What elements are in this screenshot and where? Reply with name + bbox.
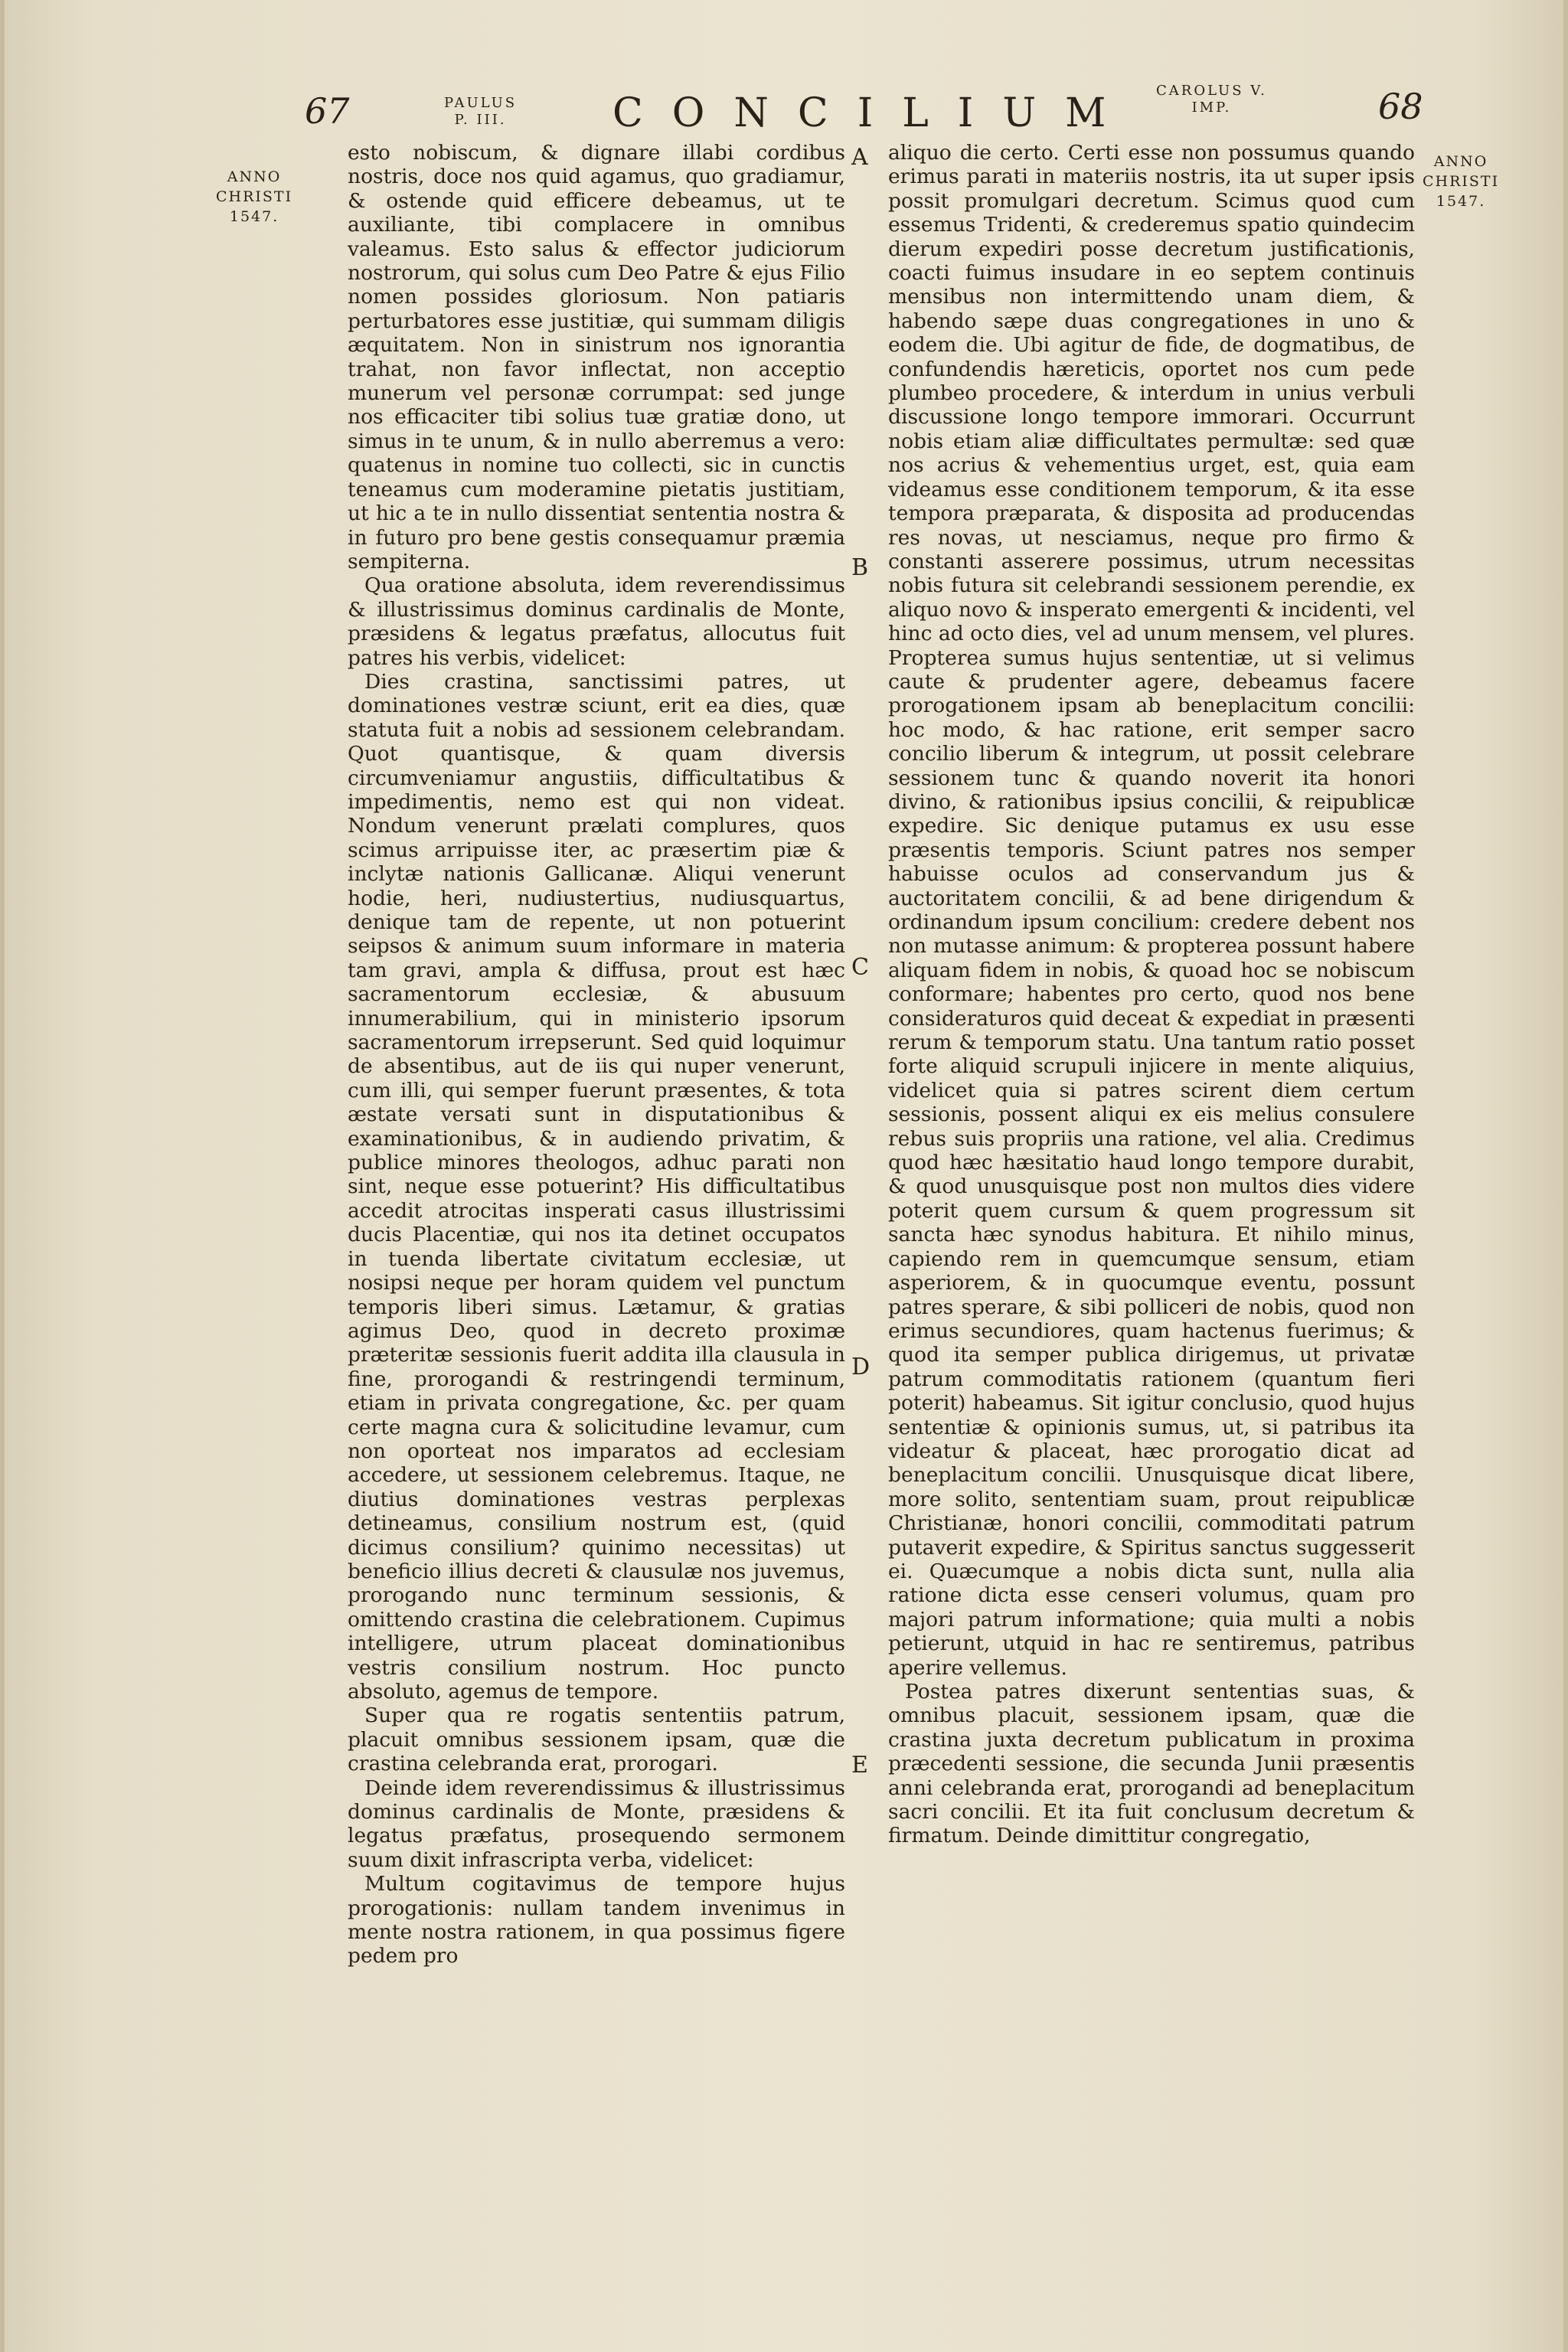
margin-year: 1547. (229, 208, 279, 225)
margin-christi: CHRISTI (216, 188, 293, 205)
paragraph-prorogation: Multum cogitavimus de tempore hujus prorogationis: nullam tandem invenimus in mente nostra rationem, in qua possimus figere pedem pro (348, 1872, 845, 1968)
text-column-right (888, 141, 1415, 1848)
section-mark-a: A (851, 144, 868, 171)
pope-name: PAULUS (444, 95, 518, 111)
page-edge-left (0, 0, 5, 2352)
text-column-left (348, 141, 845, 1968)
margin-anno: ANNO (227, 168, 282, 185)
paragraph-speech-continued: aliquo die certo. Certi esse non possumus quando erimus parati in materiis nostris, ita ut super ipsis possit promulgari decretum. Scimus quod cum essemus Tridenti, & crederemus spatio quindecim dierum expediri posse decretum justificationis, coacti fuimus insudare in eo septem continuis mensibus non intermittendo unam diem, & habendo sæpe duas congregationes in uno & eodem die. Ubi agitur de fide, de dogmatibus, de confundendis hæreticis, oportet nos cum pede plumbeo procedere, & interdum in unius verbuli discussione longo tempore immorari. Occurrunt nobis etiam aliæ difficultates permultæ: sed quæ nos acrius & vehementius urget, est, quia eam videamus esse conditionem temporum, & ita esse tempora præparata, & disposita ad producendas res novas, ut nesciamus, neque pro firmo & constanti asserere possimus, utrum necessitas nobis futura sit celebrandi sessionem perendie, ex aliquo novo & insperato emergenti & incidenti, vel hinc ad octo dies, vel ad unum mensem, vel plures. Propterea sumus hujus sententiæ, ut si velimus caute & prudenter agere, debeamus facere prorogationem ipsam ab beneplacitum concilii: hoc modo, & hac ratione, erit semper sacro concilio liberum & integrum, ut possit celebrare sessionem tunc & quando noverit ita honori divino, & rationibus ipsius concilii, & reipublicæ expedire. Sic denique putamus ex usu esse præsentis temporis. Sciunt patres nos semper habuisse oculos ad conservandum jus & auctoritatem concilii, & ad bene dirigendum & ordinandum ipsum concilium: credere debent nos non mutasse animum: & propterea possunt habere aliquam fidem in nobis, & quoad hoc se nobiscum conformare; habentes pro certo, quod nos bene consideraturos quid deceat & expediat in præsenti rerum & temporum statu. Una tantum ratio posset forte aliquid scrupuli injicere in mente aliquius, videlicet quia si patres scirent diem certum sessionis, possent aliqui ex eis melius consulere rebus suis propriis una ratione, vel alia. Credimus quod hæc hæsitatio haud longo tempore durabit, & quod unusquisque post non multos dies videre poterit quem cursum & quem progressum sit sancta hæc synodus habitura. Et nihilo minus, capiendo rem in quemcumque sensum, etiam asperiorem, & in quocumque eventu, possunt patres sperare, & sibi polliceri de nobis, quod non erimus secundiores, quam hactenus fuerimus; & quod ita semper publica dirigemus, ut privatæ patrum commoditatis rationem (quantum fieri poterit) habeamus. Sit igitur conclusio, quod hujus sententiæ & opinionis sumus, ut, si patribus ita videatur & placeat, hæc prorogatio dicat ad beneplacitum concilii. Unusquisque dicat libere, more solito, sententiam suam, prout reipublicæ Christianæ, honori concilii, commoditati patrum putaverit expedire, & Spiritus sanctus suggesserit ei. Quæcumque a nobis dicta sunt, nulla alia ratione dicta esse censeri volumus, quam pro majori patrum informatione; quia multi a nobis petierunt, utquid in hac re sentiremus, patribus aperire vellemus. (888, 141, 1415, 1680)
paragraph-vote: Super qua re rogatis sententiis patrum, placuit omnibus sessionem ipsam, quæ die crastina celebranda erat, prorogari. (348, 1704, 845, 1776)
paragraph-speech: Dies crastina, sanctissimi patres, ut dominationes vestræ sciunt, erit ea dies, quæ statuta fuit a nobis ad sessionem celebrandam. Quot quantisque, & quam diversis circumveniamur angustiis, difficultatibus & impedimentis, nemo est qui non videat. Nondum venerunt prælati complures, quos scimus arripuisse iter, ac præsertim piæ & inclytæ nationis Gallicanæ. Aliqui venerunt hodie, heri, nudiustertius, nudiusquartus, denique tam de repente, ut non potuerint seipsos & animum suum informare in materia tam gravi, ampla & diffusa, prout est hæc sacramentorum ecclesiæ, & abusuum innumerabilium, qui in ministerio ipsorum sacramentorum irrepserunt. Sed quid loquimur de absentibus, aut de iis qui nuper venerunt, cum illi, qui semper fuerunt præsentes, & tota æstate versati sunt in disputationibus & examinationibus, & in audiendo privatim, & publice minores theologos, adhuc parati non sint, neque esse potuerint? His difficultatibus accedit atrocitas insperati casus illustrissimi ducis Placentiæ, qui nos ita detinet occupatos in tuenda libertate civitatum ecclesiæ, ut nosipsi neque per horam quidem vel punctum temporis liberi simus. Lætamur, & gratias agimus Deo, quod in decreto proximæ præteritæ sessionis fuerit addita illa clausula in fine, prorogandi & restringendi terminum, etiam in privata congregatione, &c. per quam certe magna cura & solicitudine levamur, cum non oporteat nos imparatos ad ecclesiam accedere, ut sessionem celebremus. Itaque, ne diutius dominationes vestras perplexas detineamus, consilium nostrum est, (quid dicimus consilium? quinimo necessitas) ut beneficio illius decreti & clausulæ nos juvemus, prorogando nunc terminum sessionis, & omittendo crastina die celebrationem. Cupimus intelligere, utrum placeat dominationibus vestris consilium nostrum. Hoc puncto absoluto, agemus de tempore. (348, 669, 845, 1704)
page-number-left: 67 (305, 90, 350, 132)
emperor-title: IMP. (1191, 100, 1232, 116)
paragraph-decision: Postea patres dixerunt sententias suas, & omnibus placuit, sessionem ipsam, quæ die crastina juxta decretum publicatum in proxima præcedenti sessione, die secunda Junii præsentis anni celebranda erat, prorogandi ad beneplacitum sacri concilii. Et ita fuit conclusum decretum & firmatum. Deinde dimittitur congregatio, (888, 1680, 1415, 1848)
section-mark-c: C (851, 954, 869, 981)
margin-christi: CHRISTI (1423, 173, 1500, 190)
running-title: CONCILIUM (612, 90, 1135, 136)
margin-year: 1547. (1436, 193, 1486, 210)
paragraph-continuation: Deinde idem reverendissimus & illustrissimus dominus cardinalis de Monte, præsidens & legatus præfatus, prosequendo sermonem suum dixit infrascripta verba, videlicet: (348, 1775, 845, 1872)
margin-year-left (216, 167, 292, 227)
emperor-name: CAROLUS V. (1156, 83, 1267, 99)
running-head-pope (444, 95, 517, 129)
page-edge-right (1563, 0, 1568, 2352)
section-mark-d: D (851, 1354, 871, 1380)
section-mark-b: B (851, 554, 869, 581)
running-head-emperor (1156, 83, 1267, 116)
paragraph-oration-end: Qua oratione absoluta, idem reverendissimus & illustrissimus dominus cardinalis de Monte, præsidens & legatus præfatus, allocutus fuit patres his verbis, videlicet: (348, 573, 845, 670)
margin-year-right (1423, 152, 1499, 211)
margin-anno: ANNO (1433, 153, 1488, 170)
pope-number: P. III. (454, 112, 507, 128)
section-mark-e: E (851, 1752, 868, 1779)
page-number-right: 68 (1378, 86, 1423, 127)
paragraph-prayer: esto nobiscum, & dignare illabi cordibus nostris, doce nos quid agamus, quo gradiamur, & ostende quid efficere debeamus, ut te auxiliante, tibi complacere in omnibus valeamus. Esto salus & effector judiciorum nostrorum, qui solus cum Deo Patre & ejus Filio nomen possides gloriosum. Non patiaris perturbatores esse justitiæ, qui summam diligis æquitatem. Non in sinistrum nos ignorantia trahat, non favor inflectat, non acceptio munerum vel personæ corrumpat: sed junge nos efficaciter tibi solius tuæ gratiæ dono, ut simus in te unum, & in nullo aberremus a vero: quatenus in nomine tuo collecti, sic in cunctis teneamus cum moderamine pietatis justitiam, ut hic a te in nullo dissentiat sententia nostra & in futuro pro bene gestis consequamur præmia sempiterna. (348, 141, 845, 573)
